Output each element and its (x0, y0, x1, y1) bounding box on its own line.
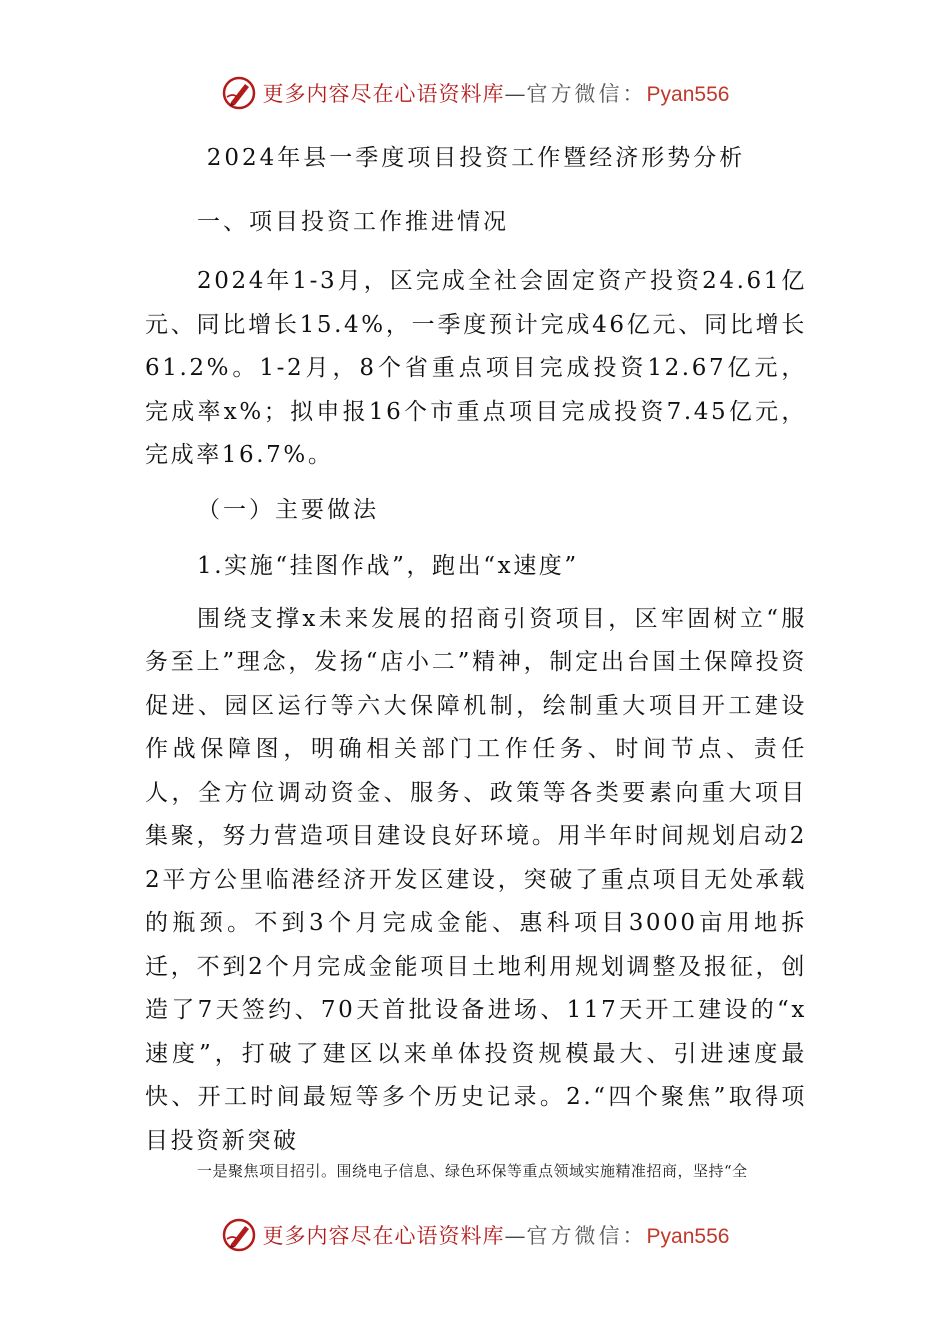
banner-text (263, 1220, 730, 1250)
banner-separator: — (504, 82, 527, 106)
document-body (145, 136, 807, 1173)
banner-wechat-label: 官方微信： (526, 1224, 647, 1248)
footnote-text: 一是聚焦项目招引。围绕电子信息、绿色环保等重点领域实施精准招商，坚持“全 (197, 1162, 748, 1180)
item-heading: 1.实施“挂图作战”，跑出“x速度” (197, 552, 579, 579)
pen-logo-icon (221, 1217, 257, 1253)
banner-wechat-id: Pyan556 (646, 83, 730, 106)
subsection-heading: （一）主要做法 (197, 496, 379, 523)
banner-wechat-label: 官方微信： (526, 82, 647, 106)
banner-main-text: 更多内容尽在心语资料库 (262, 1224, 505, 1248)
banner-main-text: 更多内容尽在心语资料库 (262, 82, 505, 106)
paragraph-measures: 围绕支撑x未来发展的招商引资项目，区牢固树立“服务至上”理念，发扬“店小二”精神，制定出台国土保障投资促进、园区运行等六大保障机制，绘制重大项目开工建设作战保障图，明确相关部门工作任务、时间节点、责任人，全方位调动资金、服务、政策等各类要素向重大项目集聚，努力营造项目建设良好环境。用半年时间规划启动22平方公里临港经济开发区建设，突破了重点项目无处承载的瓶颈。不到3个月完成金能、惠科项目3000亩用地拆迁，不到2个月完成金能项目土地利用规划调整及报征，创造了7天签约、70天首批设备进场、117天开工建设的“x速度”，打破了建区以来单体投资规模最大、引进速度最快、开工时间最短等多个历史记录。2.“四个聚焦”取得项目投资新突破 (145, 605, 807, 1154)
banner-wechat-id: Pyan556 (646, 1225, 730, 1248)
section-heading: 一、项目投资工作推进情况 (197, 209, 509, 235)
banner-separator: — (504, 1224, 527, 1248)
banner-text (263, 78, 730, 108)
watermark-banner-top (0, 68, 950, 118)
paragraph-investment-summary: 2024年1-3月，区完成全社会固定资产投资24.61亿元、同比增长15.4%，一季度预计完成46亿元、同比增长61.2%。1-2月，8个省重点项目完成投资12.67亿元，完成率x%；拟申报16个市重点项目完成投资7.45亿元，完成率16.7%。 (145, 268, 807, 468)
document-title: 2024年县一季度项目投资工作暨经济形势分析 (206, 145, 746, 171)
watermark-banner-bottom (0, 1210, 950, 1260)
pen-logo-icon (221, 75, 257, 111)
